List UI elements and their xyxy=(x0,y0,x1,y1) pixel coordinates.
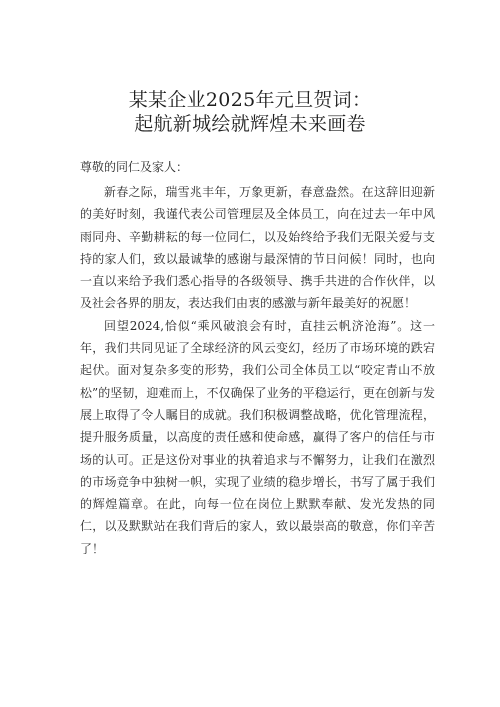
document-title: 某某企业2025年元旦贺词： xyxy=(128,89,372,111)
paragraph-review: 回望2024,恰似“乘风破浪会有时，直挂云帆济沧海”。这一年，我们共同见证了全球经济的风云变幻，经历了市场环境的跌宕起伏。面对复杂多变的形势，我们公司全体员工以“咬定青山不放松”的坚韧，迎难而上，不仅确保了业务的平稳运行，更在创新与发展上取得了令人瞩目的成就。我们积极调整战略，优化管理流程，提升服务质量，以高度的责任感和使命感，赢得了客户的信任与市场的认可。正是这份对事业的执着追求与不懈努力，让我们在激烈的市场竞争中独树一帜，实现了业绩的稳步增长，书写了属于我们的辉煌篇章。在此，向每一位在岗位上默默奉献、发光发热的同仁，以及默默站在我们背后的家人，致以最崇高的敬意，你们辛苦了！ xyxy=(80,318,435,556)
document-subtitle: 起航新城绘就辉煌未来画卷 xyxy=(134,113,366,135)
salutation: 尊敬的同仁及家人： xyxy=(80,160,189,174)
letter-body xyxy=(80,181,435,560)
paragraph-greeting: 新春之际，瑞雪兆丰年，万象更新，春意盎然。在这辞旧迎新的美好时刻，我谨代表公司管理层及全体员工，向在过去一年中风雨同舟、辛勤耕耘的每一位同仁，以及始终给予我们无限关爱与支持的家人们，致以最诚挚的感谢与最深情的节日问候！同时，也向一直以来给予我们悉心指导的各级领导、携手共进的合作伙伴，以及社会各界的朋友，表达我们由衷的感激与新年最美好的祝愿！ xyxy=(80,185,435,311)
title-block xyxy=(0,88,500,136)
